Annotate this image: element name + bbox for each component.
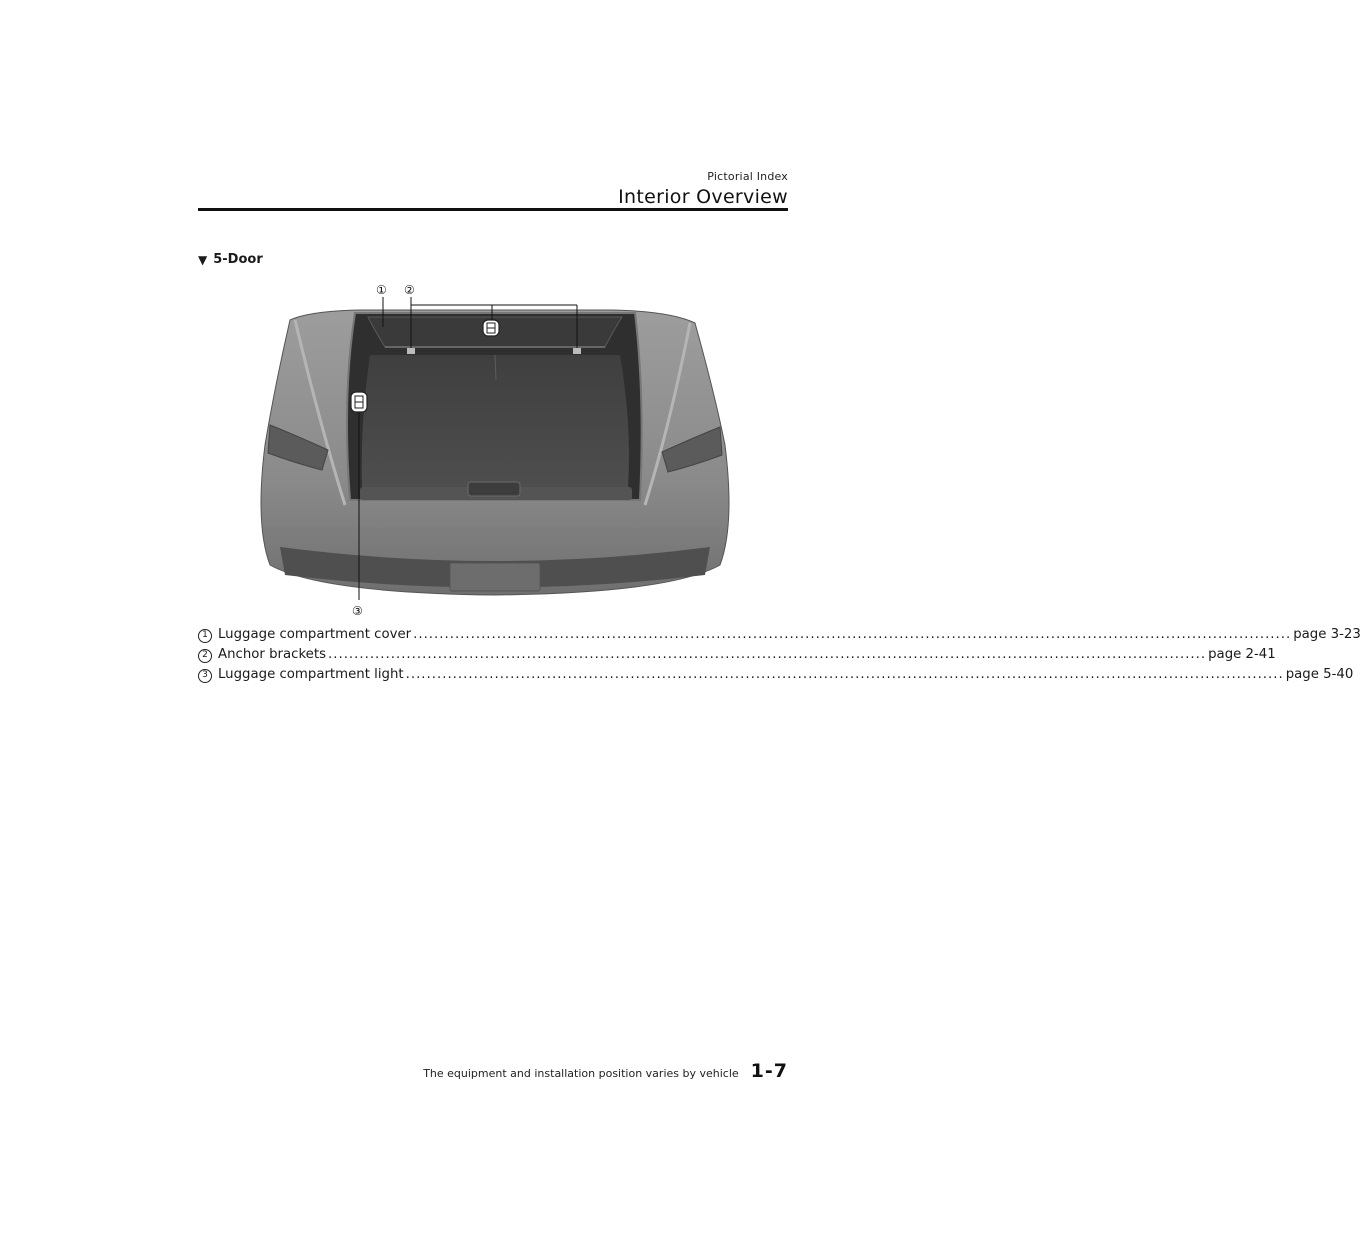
page-title: Interior Overview xyxy=(618,186,788,208)
section-label: Pictorial Index xyxy=(707,170,788,183)
subsection-heading xyxy=(198,252,263,267)
tie-handle xyxy=(468,482,520,496)
legend-label: Anchor brackets xyxy=(218,647,327,662)
triangle-marker-icon: ▼ xyxy=(198,252,208,267)
callout-1: ① xyxy=(376,283,387,297)
legend-page-ref[interactable]: page 3-23 xyxy=(1293,627,1361,642)
legend-number: 1 xyxy=(198,629,212,643)
callout-3: ③ xyxy=(352,604,363,618)
legend-label: Luggage compartment light xyxy=(218,667,404,682)
legend-page-ref[interactable]: page 2-41 xyxy=(1208,647,1276,662)
anchor-bracket-left xyxy=(407,348,415,354)
legend-item[interactable] xyxy=(198,645,1276,665)
license-plate-recess xyxy=(450,563,540,591)
legend-number: 3 xyxy=(198,669,212,683)
legend-number: 2 xyxy=(198,649,212,663)
legend-page-ref[interactable]: page 5-40 xyxy=(1285,667,1354,682)
car-rear-illustration xyxy=(250,275,740,618)
subsection-title: 5-Door xyxy=(213,252,263,267)
legend-label: Luggage compartment cover xyxy=(218,627,412,642)
leader-dots xyxy=(413,625,1291,645)
light-icon-top xyxy=(483,320,499,336)
callout-2: ② xyxy=(404,283,415,297)
page-header xyxy=(618,170,788,208)
header-rule xyxy=(198,208,788,211)
leader-dots xyxy=(406,665,1284,685)
page-footer xyxy=(423,1060,788,1082)
legend-list xyxy=(198,625,1361,685)
car-rear-drawing xyxy=(250,275,740,618)
legend-item[interactable] xyxy=(198,625,1361,645)
page-number: 1-7 xyxy=(750,1060,788,1082)
legend-item[interactable] xyxy=(198,665,1354,685)
footer-note: The equipment and installation position varies by vehicle xyxy=(423,1067,739,1080)
light-icon-left xyxy=(351,392,367,412)
anchor-bracket-right xyxy=(573,348,581,354)
leader-dots xyxy=(328,645,1206,665)
